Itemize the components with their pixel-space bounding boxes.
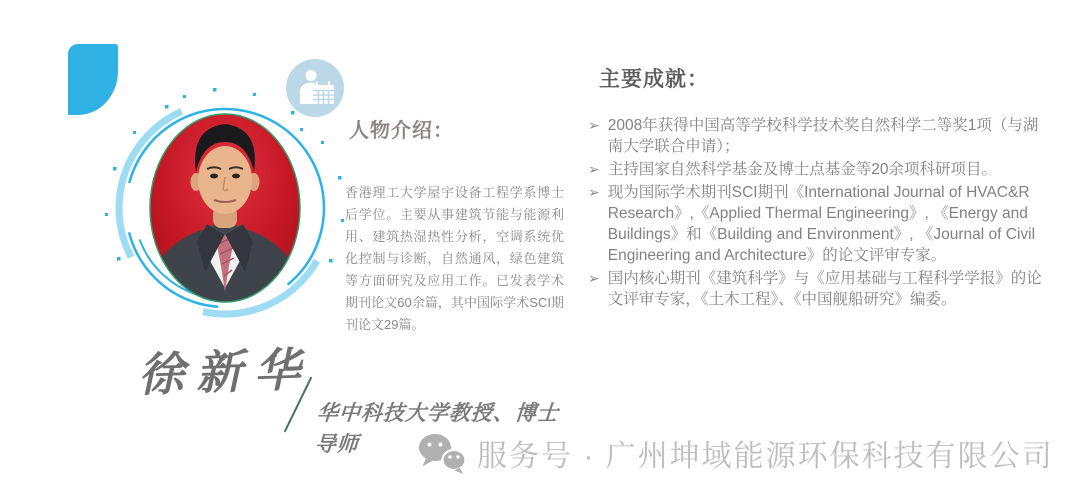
arrow-bullet-icon: ➢	[588, 184, 600, 200]
achievement-text: 主持国家自然科学基金及博士点基金等20余项科研项目。	[607, 161, 997, 178]
arrow-bullet-icon: ➢	[588, 270, 600, 286]
person-name-signature: 徐新华	[137, 341, 313, 403]
achievement-item	[588, 115, 1048, 157]
wechat-icon	[416, 431, 468, 475]
watermark-text: 服务号 · 广州坤域能源环保科技有限公司	[477, 440, 1054, 473]
wechat-watermark	[416, 431, 1054, 475]
achievement-item	[588, 159, 1048, 180]
arrow-bullet-icon: ➢	[588, 117, 600, 133]
achievement-text: 国内核心期刊《建筑科学》与《应用基础与工程科学学报》的论文评审专家，《土木工程》、《中国舰船研究》编委。	[607, 270, 1042, 308]
person-title: 华中科技大学教授、博士导师	[314, 400, 560, 456]
intro-heading: 人物介绍：	[349, 120, 454, 142]
achievement-text: 现为国际学术期刊SCI期刊《International Journal of HVAC&R Research》,《Applied Thermal Engineering》, 《Energy and Buildings》和《Building and Environment》, 《Journal of Civil Engineering and Architecture》的论文评审专家。	[607, 184, 1036, 264]
achievement-item	[588, 268, 1048, 310]
achievements-heading: 主要成就：	[599, 68, 709, 91]
arrow-bullet-icon: ➢	[588, 161, 600, 177]
achievement-item	[588, 182, 1048, 266]
intro-body-text: 香港理工大学屋宇设备工程学系博士后学位。主要从事建筑节能与能源利用、建筑热湿热性分析，空调系统优化控制与诊断，自然通风，绿色建筑等方面研究及应用工作。已发表学术期刊论文60余篇，其中国际学术SCI期刊论文29篇。	[345, 185, 564, 332]
consultant-calendar-icon	[286, 59, 344, 117]
achievements-list	[588, 115, 1048, 312]
achievement-text: 2008年获得中国高等学校科学技术奖自然科学二等奖1项（与湖南大学联合申请）；	[607, 117, 1039, 155]
